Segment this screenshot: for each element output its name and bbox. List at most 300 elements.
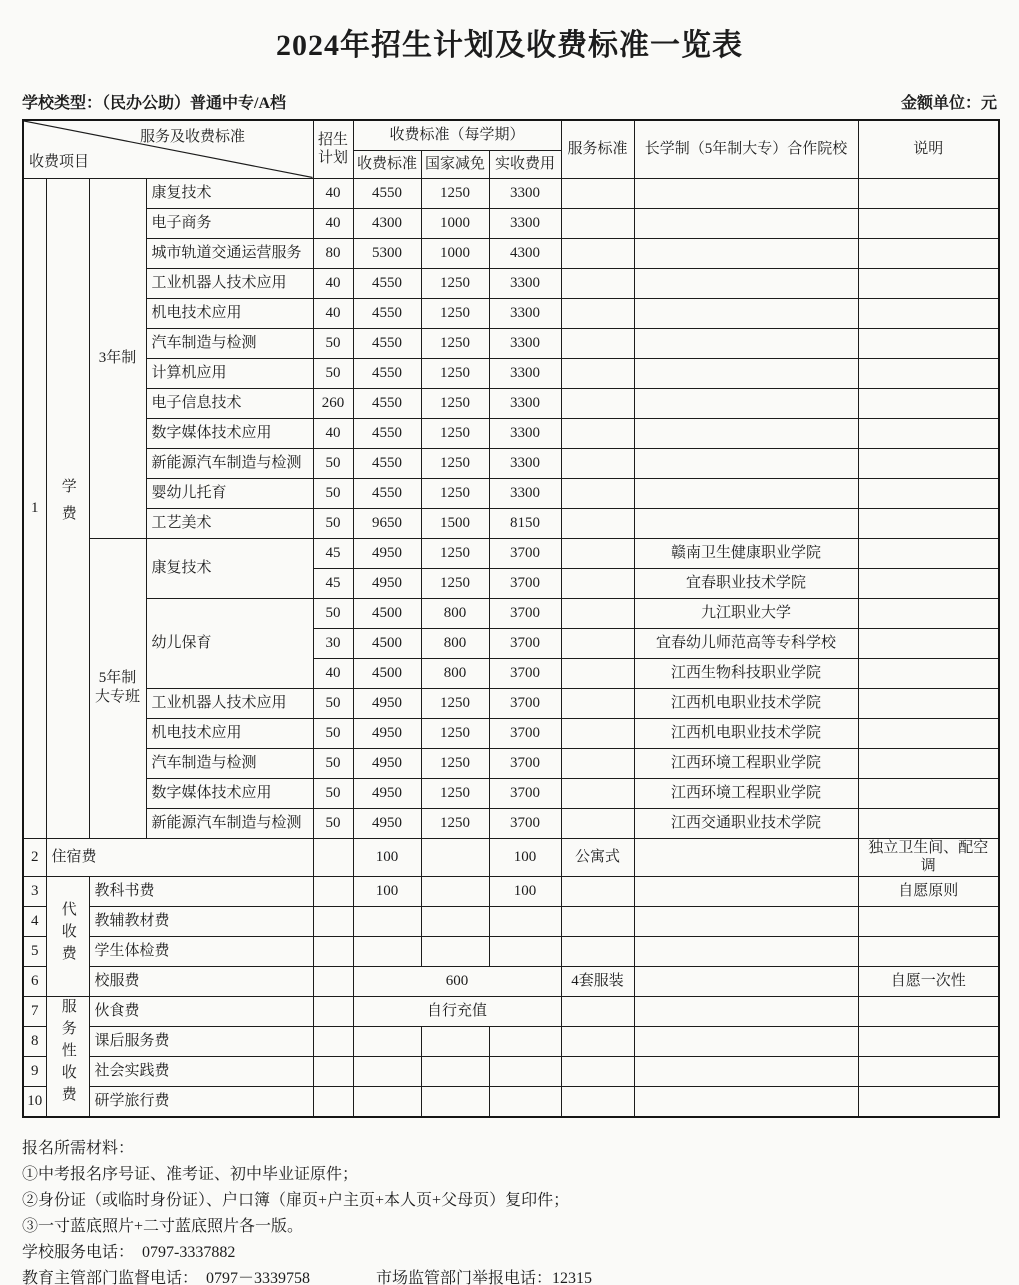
cell-note xyxy=(858,568,999,598)
cell-note xyxy=(858,1057,999,1087)
cell-waiver: 1000 xyxy=(421,238,489,268)
cell-college: 赣南卫生健康职业学院 xyxy=(634,538,858,568)
cell-service xyxy=(561,997,634,1027)
cell-waiver xyxy=(421,1027,489,1057)
cell-actual: 3300 xyxy=(489,358,561,388)
cell-fee: 4950 xyxy=(353,808,421,838)
cell-plan: 260 xyxy=(313,388,353,418)
table-row xyxy=(23,907,999,937)
cell-actual: 3700 xyxy=(489,718,561,748)
cell-fee xyxy=(353,1057,421,1087)
cell-service xyxy=(561,538,634,568)
fees-table xyxy=(22,119,1000,1118)
table-row xyxy=(23,178,999,208)
cell-service xyxy=(561,778,634,808)
cell-college xyxy=(634,997,858,1027)
table-row xyxy=(23,208,999,238)
cell-program: 工业机器人技术应用 xyxy=(146,268,313,298)
cell-fee xyxy=(353,907,421,937)
cell-service xyxy=(561,568,634,598)
cell-actual: 3700 xyxy=(489,778,561,808)
cell-note xyxy=(858,238,999,268)
cell-program: 城市轨道交通运营服务 xyxy=(146,238,313,268)
cell-actual xyxy=(489,1087,561,1117)
table-row xyxy=(23,808,999,838)
cell-plan xyxy=(313,1027,353,1057)
cell-program: 工业机器人技术应用 xyxy=(146,688,313,718)
cell-plan xyxy=(313,907,353,937)
cell-program: 新能源汽车制造与检测 xyxy=(146,448,313,478)
cell-fee-item: 住宿费 xyxy=(46,838,313,877)
cell-fee: 4550 xyxy=(353,178,421,208)
cell-note xyxy=(858,208,999,238)
cell-college xyxy=(634,967,858,997)
header-fee-standard: 收费标准 xyxy=(353,150,421,178)
cell-waiver: 1500 xyxy=(421,508,489,538)
cell-actual xyxy=(489,937,561,967)
materials-item-2: ②身份证（或临时身份证）、户口簿（扉页+户主页+本人页+父母页）复印件； xyxy=(22,1191,570,1209)
cell-service xyxy=(561,298,634,328)
cell-note xyxy=(858,328,999,358)
cell-fee: 4550 xyxy=(353,448,421,478)
header-actual-fee: 实收费用 xyxy=(489,150,561,178)
cell-fee-item: 研学旅行费 xyxy=(89,1087,313,1117)
materials-item-1: ①中考报名序号证、准考证、初中毕业证原件； xyxy=(22,1165,359,1183)
cell-fee-item: 社会实践费 xyxy=(89,1057,313,1087)
cell-actual: 3700 xyxy=(489,598,561,628)
header-row-1 xyxy=(23,120,999,150)
cell-waiver xyxy=(421,1057,489,1087)
cell-service xyxy=(561,478,634,508)
cell-waiver: 1250 xyxy=(421,328,489,358)
cell-college xyxy=(634,388,858,418)
table-row xyxy=(23,418,999,448)
cell-program: 新能源汽车制造与检测 xyxy=(146,808,313,838)
header-note: 说明 xyxy=(858,120,999,178)
cell-actual xyxy=(489,1057,561,1087)
cell-note xyxy=(858,598,999,628)
cell-waiver xyxy=(421,907,489,937)
cell-actual: 3700 xyxy=(489,808,561,838)
cell-actual: 3700 xyxy=(489,538,561,568)
cell-program: 幼儿保育 xyxy=(146,598,313,688)
table-row xyxy=(23,1027,999,1057)
school-phone: 学校服务电话： 0797-3337882 xyxy=(22,1243,236,1261)
subgroup-three-year: 3年制 xyxy=(89,178,146,538)
cell-waiver: 800 xyxy=(421,598,489,628)
cell-program: 计算机应用 xyxy=(146,358,313,388)
cell-college xyxy=(634,448,858,478)
cell-service xyxy=(561,877,634,907)
cell-fee: 4950 xyxy=(353,568,421,598)
cell-program: 婴幼儿托育 xyxy=(146,478,313,508)
cell-fee-merged: 自行充值 xyxy=(353,997,561,1027)
cell-plan xyxy=(313,1057,353,1087)
cell-service xyxy=(561,907,634,937)
cell-actual: 3300 xyxy=(489,388,561,418)
materials-title: 报名所需材料： xyxy=(22,1139,135,1157)
cell-service xyxy=(561,208,634,238)
cell-note xyxy=(858,658,999,688)
cell-college xyxy=(634,178,858,208)
cell-note xyxy=(858,478,999,508)
cell-waiver xyxy=(421,877,489,907)
cell-plan: 50 xyxy=(313,328,353,358)
cell-program: 汽车制造与检测 xyxy=(146,748,313,778)
cell-plan: 40 xyxy=(313,178,353,208)
cell-plan: 40 xyxy=(313,268,353,298)
materials-item-3: ③一寸蓝底照片+二寸蓝底照片各一版。 xyxy=(22,1217,304,1235)
cell-waiver: 1250 xyxy=(421,718,489,748)
table-row xyxy=(23,388,999,418)
cell-actual: 3700 xyxy=(489,568,561,598)
cell-note xyxy=(858,388,999,418)
cell-fee: 4550 xyxy=(353,478,421,508)
cell-service xyxy=(561,418,634,448)
cell-program: 康复技术 xyxy=(146,538,313,598)
cell-note xyxy=(858,748,999,778)
cell-college xyxy=(634,1087,858,1117)
table-row xyxy=(23,328,999,358)
cell-waiver: 1250 xyxy=(421,538,489,568)
page-title: 2024年招生计划及收费标准一览表 xyxy=(276,29,743,62)
cell-actual: 3300 xyxy=(489,268,561,298)
cell-fee: 4950 xyxy=(353,778,421,808)
header-enroll-plan: 招生计划 xyxy=(313,120,353,178)
cell-college: 宜春幼儿师范高等专科学校 xyxy=(634,628,858,658)
row-number: 7 xyxy=(23,997,46,1027)
table-row xyxy=(23,358,999,388)
cell-note: 自愿一次性 xyxy=(858,967,999,997)
cell-plan: 40 xyxy=(313,418,353,448)
cell-plan: 45 xyxy=(313,568,353,598)
cell-college xyxy=(634,907,858,937)
row-number: 2 xyxy=(23,838,46,877)
market-report-phone: 市场监管部门举报电话：12315 xyxy=(376,1269,593,1285)
cell-college: 江西交通职业技术学院 xyxy=(634,808,858,838)
table-row xyxy=(23,937,999,967)
cell-actual: 3300 xyxy=(489,328,561,358)
cell-note xyxy=(858,907,999,937)
table-row xyxy=(23,538,999,568)
cell-actual: 3300 xyxy=(489,478,561,508)
cell-plan: 80 xyxy=(313,238,353,268)
cell-service xyxy=(561,1087,634,1117)
subgroup-five-year: 5年制大专班 xyxy=(89,538,146,838)
cell-note xyxy=(858,937,999,967)
cell-college xyxy=(634,838,858,877)
cell-actual: 3300 xyxy=(489,178,561,208)
cell-plan: 40 xyxy=(313,658,353,688)
cell-service xyxy=(561,388,634,418)
cell-actual: 4300 xyxy=(489,238,561,268)
header-partner-college: 长学制（5年制大专）合作院校 xyxy=(634,120,858,178)
amount-unit-label: 金额单位：元 xyxy=(900,95,997,112)
school-type-label: 学校类型：（民办公助）普通中专/A档 xyxy=(22,95,287,112)
cell-note: 自愿原则 xyxy=(858,877,999,907)
cell-fee-item: 校服费 xyxy=(89,967,313,997)
cell-fee: 4950 xyxy=(353,538,421,568)
table-row xyxy=(23,838,999,877)
table-row xyxy=(23,598,999,628)
cell-actual: 3300 xyxy=(489,418,561,448)
cell-note xyxy=(858,628,999,658)
cell-actual: 3700 xyxy=(489,688,561,718)
cell-service xyxy=(561,1027,634,1057)
cell-fee-merged: 600 xyxy=(353,967,561,997)
cell-actual: 8150 xyxy=(489,508,561,538)
cell-program: 电子信息技术 xyxy=(146,388,313,418)
cell-service xyxy=(561,178,634,208)
supervision-phones xyxy=(22,1266,997,1285)
table-row xyxy=(23,238,999,268)
table-row xyxy=(23,298,999,328)
cell-fee: 100 xyxy=(353,838,421,877)
cell-college xyxy=(634,358,858,388)
row-number: 9 xyxy=(23,1057,46,1087)
cell-fee-item: 课后服务费 xyxy=(89,1027,313,1057)
table-row xyxy=(23,1087,999,1117)
cell-plan xyxy=(313,877,353,907)
row-number: 6 xyxy=(23,967,46,997)
cell-waiver xyxy=(421,1087,489,1117)
header-service-standard: 服务标准 xyxy=(561,120,634,178)
cell-college xyxy=(634,418,858,448)
cell-waiver: 1250 xyxy=(421,478,489,508)
table-row xyxy=(23,688,999,718)
cell-fee xyxy=(353,937,421,967)
cell-plan: 50 xyxy=(313,718,353,748)
table-row xyxy=(23,997,999,1027)
cell-college xyxy=(634,298,858,328)
row-number: 5 xyxy=(23,937,46,967)
cell-note xyxy=(858,808,999,838)
cell-note xyxy=(858,1087,999,1117)
cell-program: 康复技术 xyxy=(146,178,313,208)
cell-note xyxy=(858,418,999,448)
cell-service: 公寓式 xyxy=(561,838,634,877)
category-tuition: 学费 xyxy=(46,178,89,838)
cell-service xyxy=(561,808,634,838)
cell-college: 江西生物科技职业学院 xyxy=(634,658,858,688)
cell-note xyxy=(858,1027,999,1057)
cell-plan: 50 xyxy=(313,808,353,838)
cell-fee: 4550 xyxy=(353,358,421,388)
row-number: 1 xyxy=(23,178,46,838)
cell-fee: 5300 xyxy=(353,238,421,268)
cell-actual: 3300 xyxy=(489,208,561,238)
cell-actual: 3300 xyxy=(489,298,561,328)
cell-college: 江西环境工程职业学院 xyxy=(634,748,858,778)
cell-college: 江西机电职业技术学院 xyxy=(634,688,858,718)
category-collected-fees: 代收费 xyxy=(46,877,89,997)
cell-fee: 4550 xyxy=(353,418,421,448)
cell-service xyxy=(561,937,634,967)
cell-fee: 4550 xyxy=(353,388,421,418)
cell-waiver: 1250 xyxy=(421,778,489,808)
cell-actual: 3300 xyxy=(489,448,561,478)
cell-plan: 40 xyxy=(313,298,353,328)
cell-plan: 40 xyxy=(313,208,353,238)
cell-college: 江西环境工程职业学院 xyxy=(634,778,858,808)
cell-plan: 50 xyxy=(313,448,353,478)
cell-waiver: 1250 xyxy=(421,358,489,388)
cell-note xyxy=(858,688,999,718)
cell-note xyxy=(858,448,999,478)
cell-waiver: 800 xyxy=(421,658,489,688)
table-row xyxy=(23,1057,999,1087)
table-row xyxy=(23,718,999,748)
cell-fee: 4950 xyxy=(353,718,421,748)
row-number: 8 xyxy=(23,1027,46,1057)
cell-fee-item: 教辅教材费 xyxy=(89,907,313,937)
cell-fee: 4950 xyxy=(353,688,421,718)
cell-college xyxy=(634,268,858,298)
cell-note xyxy=(858,778,999,808)
cell-service xyxy=(561,448,634,478)
cell-plan: 45 xyxy=(313,538,353,568)
cell-fee-item: 伙食费 xyxy=(89,997,313,1027)
cell-note xyxy=(858,538,999,568)
cell-college xyxy=(634,328,858,358)
footer-notes xyxy=(22,1136,997,1285)
cell-waiver: 1000 xyxy=(421,208,489,238)
cell-fee xyxy=(353,1027,421,1057)
cell-fee: 4550 xyxy=(353,328,421,358)
cell-actual xyxy=(489,907,561,937)
cell-waiver: 1250 xyxy=(421,748,489,778)
cell-service xyxy=(561,628,634,658)
cell-fee xyxy=(353,1087,421,1117)
cell-waiver: 800 xyxy=(421,628,489,658)
table-row xyxy=(23,448,999,478)
table-row xyxy=(23,508,999,538)
cell-service xyxy=(561,238,634,268)
cell-waiver: 1250 xyxy=(421,298,489,328)
cell-service xyxy=(561,508,634,538)
cell-college: 宜春职业技术学院 xyxy=(634,568,858,598)
cell-fee: 100 xyxy=(353,877,421,907)
cell-service xyxy=(561,688,634,718)
edu-supervision-phone: 教育主管部门监督电话： 0797－3339758 xyxy=(22,1269,311,1285)
table-row xyxy=(23,268,999,298)
cell-actual: 3700 xyxy=(489,628,561,658)
row-number: 10 xyxy=(23,1087,46,1117)
cell-fee-item: 教科书费 xyxy=(89,877,313,907)
cell-fee-item: 学生体检费 xyxy=(89,937,313,967)
cell-actual: 3700 xyxy=(489,748,561,778)
cell-note xyxy=(858,268,999,298)
cell-plan: 30 xyxy=(313,628,353,658)
category-service-fees: 服务性收费 xyxy=(46,997,89,1117)
table-row xyxy=(23,748,999,778)
cell-service xyxy=(561,718,634,748)
cell-fee: 4500 xyxy=(353,628,421,658)
meta-row xyxy=(22,90,997,113)
cell-waiver: 1250 xyxy=(421,808,489,838)
cell-actual: 100 xyxy=(489,877,561,907)
cell-service xyxy=(561,748,634,778)
cell-service xyxy=(561,598,634,628)
cell-waiver: 1250 xyxy=(421,388,489,418)
cell-actual: 100 xyxy=(489,838,561,877)
cell-fee: 4550 xyxy=(353,298,421,328)
cell-note xyxy=(858,298,999,328)
cell-program: 机电技术应用 xyxy=(146,298,313,328)
cell-service xyxy=(561,328,634,358)
cell-plan: 50 xyxy=(313,748,353,778)
cell-waiver: 1250 xyxy=(421,448,489,478)
cell-plan xyxy=(313,838,353,877)
header-service-fee-standard: 服务及收费标准 xyxy=(140,129,246,145)
cell-fee: 4500 xyxy=(353,598,421,628)
cell-plan: 50 xyxy=(313,778,353,808)
cell-plan: 50 xyxy=(313,688,353,718)
cell-fee: 4300 xyxy=(353,208,421,238)
diagonal-header-cell xyxy=(23,120,313,178)
cell-note xyxy=(858,358,999,388)
cell-program: 工艺美术 xyxy=(146,508,313,538)
cell-waiver: 1250 xyxy=(421,688,489,718)
cell-waiver: 1250 xyxy=(421,568,489,598)
cell-note xyxy=(858,178,999,208)
cell-service xyxy=(561,268,634,298)
cell-college xyxy=(634,1057,858,1087)
cell-waiver xyxy=(421,937,489,967)
cell-college xyxy=(634,1027,858,1057)
cell-plan xyxy=(313,1087,353,1117)
row-number: 3 xyxy=(23,877,46,907)
cell-plan xyxy=(313,937,353,967)
cell-college xyxy=(634,238,858,268)
cell-program: 数字媒体技术应用 xyxy=(146,778,313,808)
cell-college xyxy=(634,508,858,538)
cell-plan: 50 xyxy=(313,478,353,508)
cell-waiver: 1250 xyxy=(421,178,489,208)
row-number: 4 xyxy=(23,907,46,937)
cell-service xyxy=(561,1057,634,1087)
table-row xyxy=(23,877,999,907)
cell-program: 机电技术应用 xyxy=(146,718,313,748)
cell-note xyxy=(858,508,999,538)
cell-college xyxy=(634,877,858,907)
table-row xyxy=(23,478,999,508)
cell-college xyxy=(634,937,858,967)
cell-waiver: 1250 xyxy=(421,268,489,298)
cell-actual: 3700 xyxy=(489,658,561,688)
cell-note xyxy=(858,718,999,748)
cell-program: 电子商务 xyxy=(146,208,313,238)
cell-plan: 50 xyxy=(313,358,353,388)
cell-service xyxy=(561,358,634,388)
cell-fee: 4950 xyxy=(353,748,421,778)
cell-plan xyxy=(313,967,353,997)
cell-college xyxy=(634,478,858,508)
table-row xyxy=(23,967,999,997)
cell-waiver: 1250 xyxy=(421,418,489,448)
header-state-waiver: 国家减免 xyxy=(421,150,489,178)
cell-program: 数字媒体技术应用 xyxy=(146,418,313,448)
cell-fee: 9650 xyxy=(353,508,421,538)
cell-service xyxy=(561,658,634,688)
cell-fee: 4550 xyxy=(353,268,421,298)
cell-college xyxy=(634,208,858,238)
cell-note xyxy=(858,997,999,1027)
header-fee-item: 收费项目 xyxy=(29,153,90,170)
cell-college: 九江职业大学 xyxy=(634,598,858,628)
header-fee-per-term: 收费标准（每学期） xyxy=(353,120,561,150)
cell-plan: 50 xyxy=(313,598,353,628)
